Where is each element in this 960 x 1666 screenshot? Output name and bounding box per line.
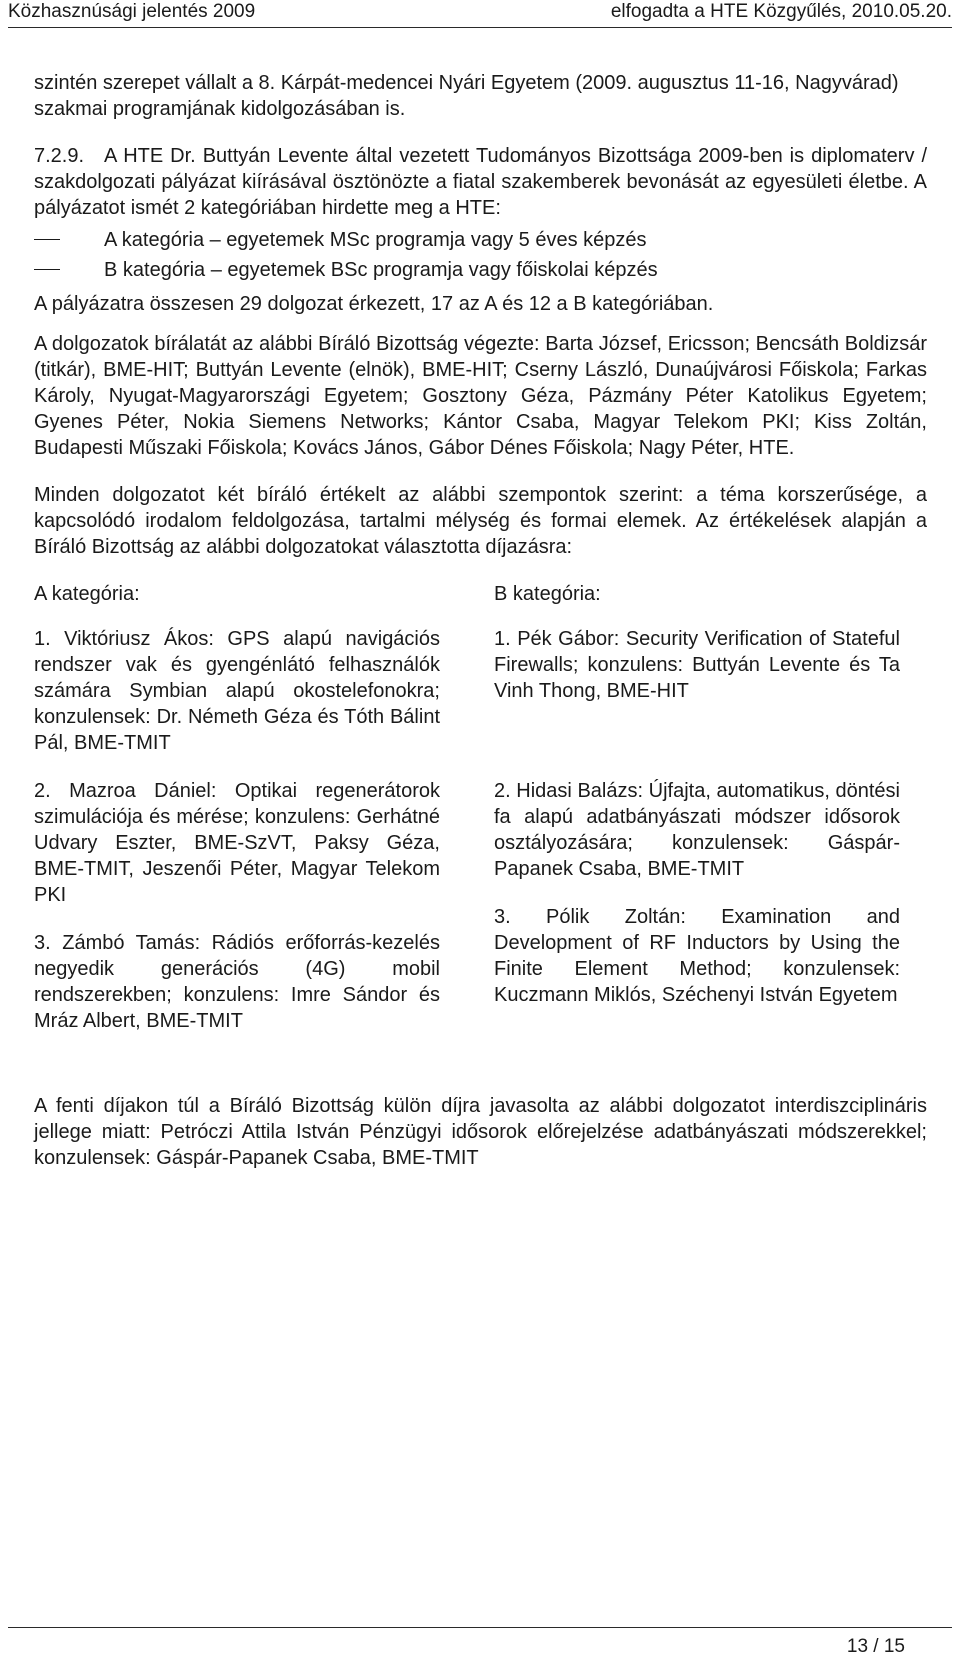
category-a-column	[34, 581, 440, 1056]
category-list	[34, 225, 927, 285]
intro-paragraph: szintén szerepet vállalt a 8. Kárpát-medencei Nyári Egyetem (2009. augusztus 11-16, Nagyvárad) szakmai programjának kidolgozásában is.	[34, 72, 899, 120]
dash-bullet	[34, 269, 60, 270]
awards-columns	[34, 581, 927, 1071]
list-item	[34, 255, 927, 285]
special-award-paragraph: A fenti díjakon túl a Bíráló Bizottság külön díjra javasolta az alábbi dolgozatot interdiszciplináris jellege miatt: Petróczi Attila István Pénzügyi idősorok előrejelzése adatbányászati módszerekkel; konzulensek: Gáspár-Papanek Csaba, BME-TMIT	[34, 1095, 927, 1169]
page-number: 13 / 15	[846, 1636, 905, 1657]
document-body	[34, 70, 927, 1171]
header-title: Közhasznúsági jelentés 2009	[8, 1, 256, 22]
criteria-paragraph: Minden dolgozatot két bíráló értékelt az alábbi szempontok szerint: a téma korszerűsége, a kapcsolódó irodalom feldolgozása, tartalmi mélység és formai elemek. Az értékelések alapján a Bíráló Bizottság az alábbi dolgozatokat választotta díjazásra:	[34, 484, 927, 558]
category-b: B kategória – egyetemek BSc programja vagy főiskolai képzés	[104, 259, 658, 281]
category-b-column	[494, 581, 900, 1030]
award-a-3: 3. Zámbó Tamás: Rádiós erőforrás-kezelés negyedik generációs (4G) mobil rendszerekben; konzulens: Imre Sándor és Mráz Albert, BME-TMIT	[34, 932, 440, 1032]
header-approval: elfogadta a HTE Közgyűlés, 2010.05.20.	[610, 1, 952, 22]
section-text: A HTE Dr. Buttyán Levente által vezetett Tudományos Bizottsága 2009-ben is diplomaterv / szakdolgozati pályázat kiírásával ösztönözte a fiatal szakemberek bevonását az egyesületi életbe. A pályázatot ismét 2 kategóriában hirdette meg a HTE:	[34, 145, 927, 219]
award-a-1: 1. Viktóriusz Ákos: GPS alapú navigációs rendszer vak és gyengénlátó felhasználók számára Symbian alapú okostelefonokra; konzulensek: Dr. Németh Géza és Tóth Bálint Pál, BME-TMIT	[34, 628, 440, 754]
award-a-2: 2. Mazroa Dániel: Optikai regenerátorok szimulációja és mérése; konzulens: Gerhátné Udvary Eszter, BME-SzVT, Paksy Géza, BME-TMIT, Jeszenői Péter, Magyar Telekom PKI	[34, 780, 440, 906]
section-7-2-9	[34, 143, 927, 221]
category-a-heading: A kategória:	[34, 583, 140, 605]
award-b-1: 1. Pék Gábor: Security Verification of Stateful Firewalls; konzulens: Buttyán Levente és Ta Vinh Thong, BME-HIT	[494, 628, 900, 702]
award-b-3: 3. Pólik Zoltán: Examination and Development of RF Inductors by Using the Finite Element Method; konzulensek: Kuczmann Miklós, Széchenyi István Egyetem	[494, 906, 900, 1006]
section-number: 7.2.9.	[34, 145, 85, 167]
list-item	[34, 225, 927, 255]
dash-bullet	[34, 239, 60, 240]
category-b-heading: B kategória:	[494, 583, 601, 605]
received-paragraph: A pályázatra összesen 29 dolgozat érkezett, 17 az A és 12 a B kategóriában.	[34, 293, 714, 315]
award-b-2: 2. Hidasi Balázs: Újfajta, automatikus, döntési fa alapú adatbányászati módszer idősorok osztályozására; konzulensek: Gáspár-Papanek Csaba, BME-TMIT	[494, 780, 900, 880]
page-header	[8, 0, 952, 28]
footer-rule	[8, 1627, 952, 1628]
reviewers-paragraph: A dolgozatok bírálatát az alábbi Bíráló Bizottság végezte: Barta József, Ericsson; Bencsáth Boldizsár (titkár), BME-HIT; Buttyán Levente (elnök), BME-HIT; Cserny László, Dunaújvárosi Főiskola; Farkas Károly, Nyugat-Magyarországi Egyetem; Gosztony Géza, Pázmány Péter Katolikus Egyetem; Gyenes Péter, Nokia Siemens Networks; Kántor Csaba, Magyar Telekom PKI; Kiss Zoltán, Budapesti Műszaki Főiskola; Kovács János, Gábor Dénes Főiskola; Nagy Péter, HTE.	[34, 333, 927, 459]
category-a: A kategória – egyetemek MSc programja vagy 5 éves képzés	[104, 229, 647, 251]
